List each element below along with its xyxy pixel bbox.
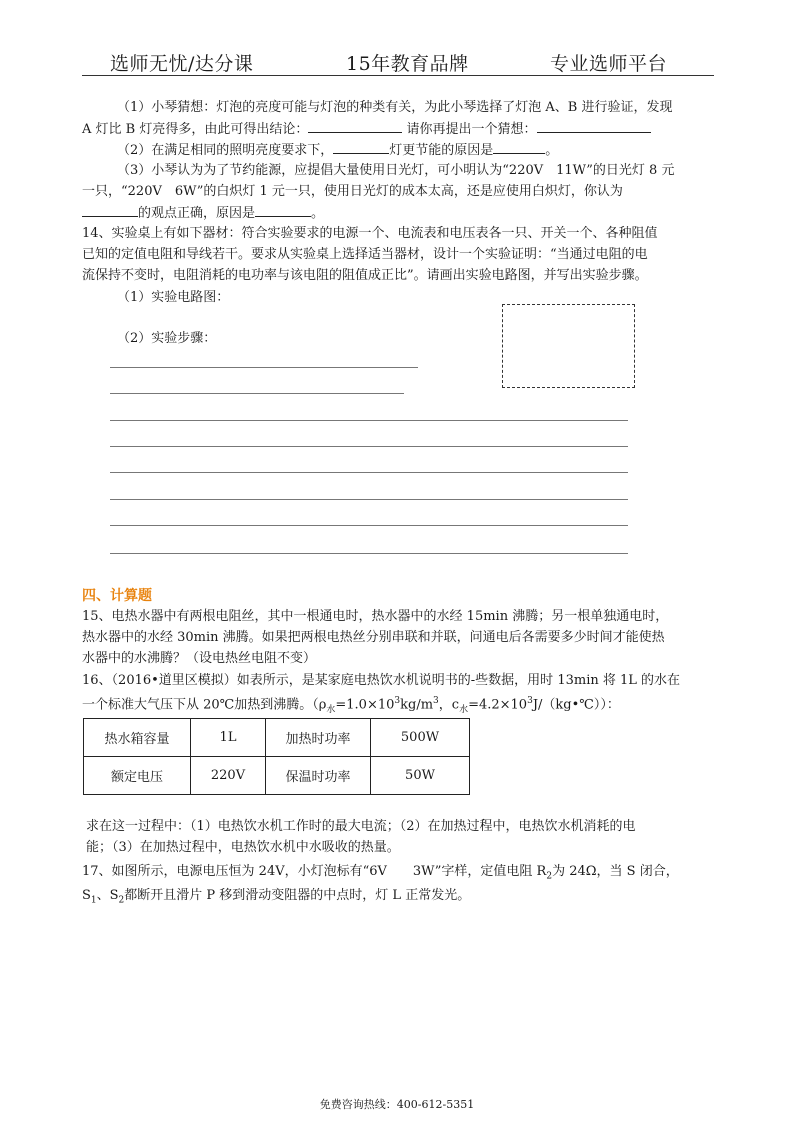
footer-hotline: 免费咨询热线：400-612-5351 xyxy=(319,1098,475,1111)
table-cell: 50W xyxy=(371,757,470,795)
q15-line3: 水器中的水沸腾？（设电热丝电阻不变） xyxy=(82,651,317,666)
s2-subscript: 2 xyxy=(118,895,125,906)
q16-text: =4.2×10 xyxy=(468,697,528,713)
q17-text: S xyxy=(82,888,91,903)
exponent: 3 xyxy=(433,696,439,706)
answer-blank[interactable] xyxy=(333,139,389,154)
c-subscript: 水 xyxy=(459,704,469,715)
s1-subscript: 1 xyxy=(90,895,97,906)
table-cell: 额定电压 xyxy=(84,757,191,795)
q13-guess-prompt: 请你再提出一个猜想： xyxy=(406,122,537,137)
answer-blank[interactable] xyxy=(537,118,651,133)
answer-blank[interactable] xyxy=(308,118,402,133)
spec-table xyxy=(83,718,470,795)
answer-line[interactable] xyxy=(110,393,404,394)
answer-blank[interactable] xyxy=(255,202,311,217)
answer-blank[interactable] xyxy=(493,139,545,154)
q15-line1: 15、电热水器中有两根电阻丝，其中一根通电时，热水器中的水经 15min 沸腾；另一根单独通电时， xyxy=(82,609,669,624)
q13-part3-line3 xyxy=(82,202,324,224)
q13-part1-line1: （1）小琴猜想：灯泡的亮度可能与灯泡的种类有关，为此小琴选择了灯泡 A、B 进行验证，发现 xyxy=(117,100,673,115)
q16-text: 一个标准大气压下从 20℃加热到沸腾。（ρ xyxy=(82,697,327,713)
q14-line2: 已知的定值电阻和导线若干。要求从实验桌上选择适当器材，设计一个实验证明：“当通过电阻的电 xyxy=(82,247,648,262)
table-cell: 500W xyxy=(371,719,470,757)
answer-line[interactable] xyxy=(110,525,628,526)
table-row xyxy=(84,719,470,757)
q16-text: J/（kg•℃））： xyxy=(532,697,620,713)
answer-line[interactable] xyxy=(110,553,628,554)
q17-text: 都断开且滑片 P 移到滑动变阻器的中点时，灯 L 正常发光。 xyxy=(124,888,471,903)
table-cell: 热水箱容量 xyxy=(84,719,191,757)
q17-text: 17、如图所示，电源电压恒为 24V，小灯泡标有“6V 3W”字样，定值电阻 R xyxy=(82,864,547,879)
q15-line2: 热水器中的水经 30min 沸腾。如果把两根电热丝分别串联和并联，问通电后各需要多少时间才能使热 xyxy=(82,630,665,645)
q14-line3: 流保持不变时，电阻消耗的电功率与该电阻的阻值成正比”。请画出实验电路图，并写出实验步骤。 xyxy=(82,268,648,283)
q13-part2-end: 。 xyxy=(545,143,559,158)
answer-line[interactable] xyxy=(110,499,628,500)
header-slogan: 15年教育品牌 xyxy=(346,53,469,75)
exponent: 3 xyxy=(394,696,401,706)
q13-conclusion-prompt: A 灯比 B 灯亮得多，由此可得出结论： xyxy=(82,122,309,137)
rho-subscript: 水 xyxy=(326,704,336,715)
answer-blank[interactable] xyxy=(82,202,138,217)
header-rule xyxy=(82,75,714,76)
q13-part2-text2: 灯更节能的原因是 xyxy=(389,143,494,158)
q16-line2 xyxy=(82,691,620,721)
answer-line[interactable] xyxy=(110,420,628,421)
table-cell: 保温时功率 xyxy=(266,757,371,795)
answer-line[interactable] xyxy=(110,472,628,473)
table-cell: 1L xyxy=(191,719,266,757)
q13-part3-line2: 一只，“220V 6W”的白炽灯 1 元一只，使用日光灯的成本太高，还是应使用白炽灯，你认为 xyxy=(82,184,623,199)
answer-line[interactable] xyxy=(110,367,418,368)
q13-part3-reason: 的观点正确，原因是 xyxy=(138,206,256,221)
q17-line2 xyxy=(82,885,470,912)
answer-line[interactable] xyxy=(110,446,628,447)
q16-text: ，c xyxy=(438,697,460,713)
circuit-diagram-box[interactable] xyxy=(502,304,635,388)
table-row xyxy=(84,757,470,795)
q13-part2 xyxy=(117,139,558,161)
q13-part1-line2 xyxy=(82,118,651,140)
q13-part3-end: 。 xyxy=(311,206,325,221)
header-platform: 专业选师平台 xyxy=(550,53,668,75)
q16-text: =1.0×10 xyxy=(335,697,395,713)
exponent: 3 xyxy=(527,696,533,706)
q13-part2-text: （2）在满足相同的照明亮度要求下， xyxy=(117,143,334,158)
table-cell: 220V xyxy=(191,757,266,795)
q13-part3-line1: （3）小琴认为为了节约能源，应提倡大量使用日光灯，可小明认为“220V 11W”的日光灯 8 元 xyxy=(117,163,675,178)
section-title: 四、计算题 xyxy=(82,588,152,604)
q17-text: 为 24Ω，当 S 闭合， xyxy=(552,864,679,879)
q17-line1 xyxy=(82,861,679,888)
q16-ask-line1: 求在这一过程中：（1）电热饮水机工作时的最大电流；（2）在加热过程中，电热饮水机消耗的电 xyxy=(86,819,636,834)
q17-text: 、S xyxy=(96,888,119,903)
r-subscript: 2 xyxy=(546,871,553,882)
q16-text: kg/m xyxy=(400,697,434,713)
q16-ask-line2: 能；（3）在加热过程中，电热饮水机中水吸收的热量。 xyxy=(86,840,400,855)
q16-line1: 16、（2016•道里区模拟）如表所示，是某家庭电热饮水机说明书的-些数据，用时 13min 将 1L 的水在 xyxy=(82,673,681,688)
q14-circuit-label: （1）实验电路图： xyxy=(117,290,230,305)
q14-steps-label: （2）实验步骤： xyxy=(117,331,217,346)
header-brand: 选师无忧/达分课 xyxy=(110,53,254,75)
table-cell: 加热时功率 xyxy=(266,719,371,757)
q14-line1: 14、实验桌上有如下器材：符合实验要求的电源一个、电流表和电压表各一只、开关一个、各种阻值 xyxy=(82,226,658,241)
